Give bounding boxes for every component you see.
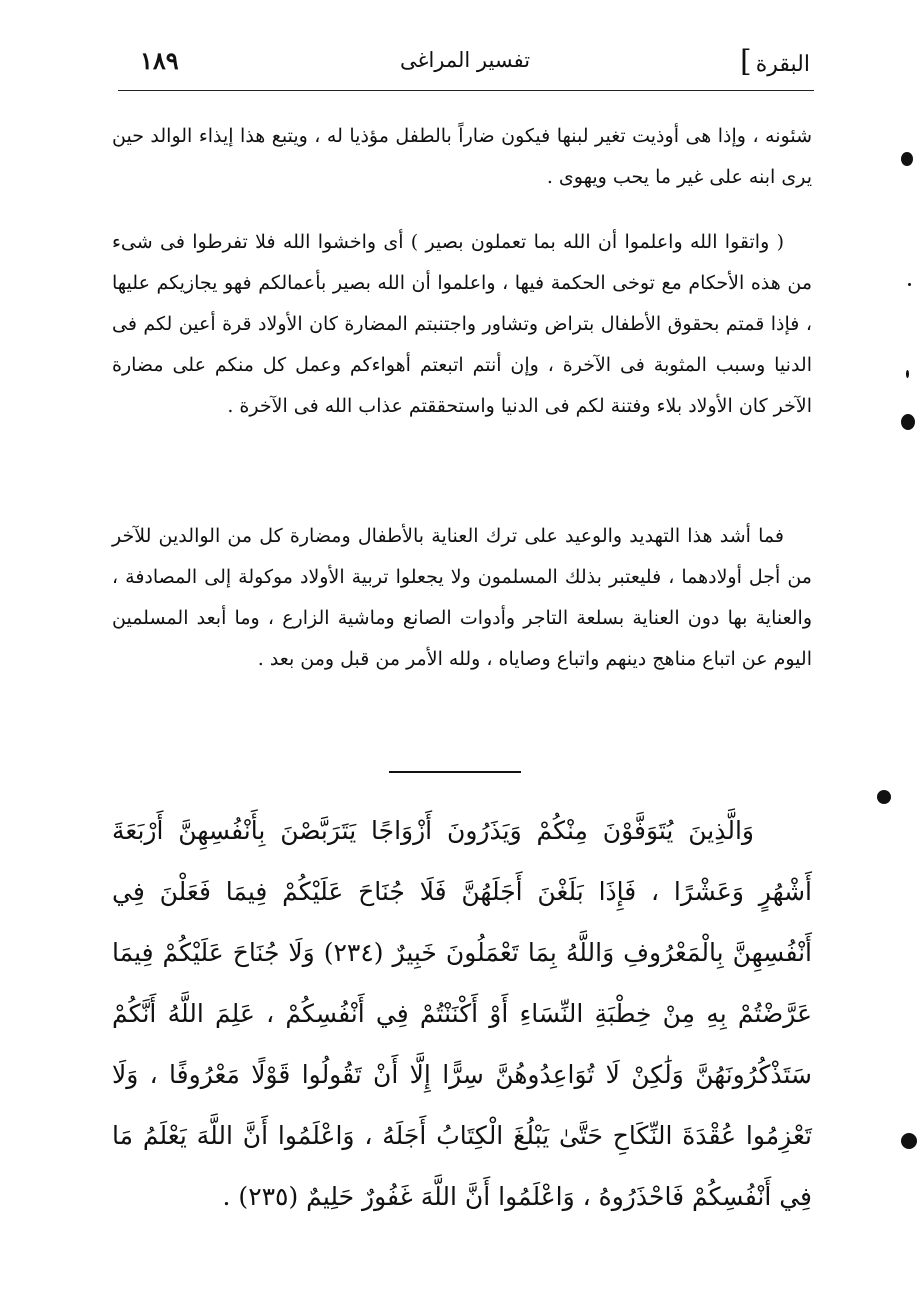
surah-name — [740, 44, 810, 79]
scan-speck — [901, 1133, 917, 1149]
quran-verse-block: وَالَّذِينَ يُتَوَفَّوْنَ مِنْكُمْ وَيَذَرُونَ أَزْوَاجًا يَتَرَبَّصْنَ بِأَنْفُسِهِنَّ أَرْبَعَةَ أَشْهُرٍ وَعَشْرًا ، فَإِذَا بَلَغْنَ أَجَلَهُنَّ فَلَا جُنَاحَ عَلَيْكُمْ فِيمَا فَعَلْنَ فِي أَنْفُسِهِنَّ بِالْمَعْرُوفِ وَاللَّهُ بِمَا تَعْمَلُونَ خَبِيرٌ (٢٣٤) وَلَا جُنَاحَ عَلَيْكُمْ فِيمَا عَرَّضْتُمْ بِهِ مِنْ خِطْبَةِ النِّسَاءِ أَوْ أَكْنَنْتُمْ فِي أَنْفُسِكُمْ ، عَلِمَ اللَّهُ أَنَّكُمْ سَتَذْكُرُونَهُنَّ وَلَٰكِنْ لَا تُوَاعِدُوهُنَّ سِرًّا إِلَّا أَنْ تَقُولُوا قَوْلًا مَعْرُوفًا ، وَلَا تَعْزِمُوا عُقْدَةَ النِّكَاحِ حَتَّىٰ يَبْلُغَ الْكِتَابُ أَجَلَهُ ، وَاعْلَمُوا أَنَّ اللَّهَ يَعْلَمُ مَا فِي أَنْفُسِكُمْ فَاحْذَرُوهُ ، وَاعْلَمُوا أَنَّ اللَّهَ غَفُورٌ حَلِيمٌ (٢٣٥) . — [112, 816, 813, 1211]
header-bracket: ] — [740, 44, 752, 79]
scan-speck — [901, 414, 915, 430]
page-header — [120, 38, 810, 88]
scan-speck — [877, 790, 891, 804]
commentary-paragraph-3: فما أشد هذا التهديد والوعيد على ترك العناية بالأطفال ومضارة كل من الوالدين للآخر من أجل أولادهما ، فليعتبر بذلك المسلمون ولا يجعلوا تربية الأولاد موكولة إلى المصادفة ، والعناية بها دون العناية بسلعة التاجر وأدوات الصانع وماشية الزارع ، وما أبعد المسلمين اليوم عن اتباع مناهج دينهم واتباع وصاياه ، ولله الأمر من قبل ومن بعد . — [112, 525, 812, 670]
commentary-paragraph-2: ( واتقوا الله واعلموا أن الله بما تعملون بصير ) أى واخشوا الله فلا تفرطوا فى شىء من هذه الأحكام مع توخى الحكمة فيها ، واعلموا أن الله بصير بأعمالكم فهو يجازيكم عليها ، فإذا قمتم بحقوق الأطفال بتراض وتشاور واجتنبتم المضارة كان الأولاد قرة أعين لكم فى الدنيا وسبب المثوبة فى الآخرة ، وإن أنتم اتبعتم أهواءكم وعمل كل منكم على مضارة الآخر كان الأولاد بلاء وفتنة لكم فى الدنيا واستحققتم عذاب الله فى الآخرة . — [112, 231, 812, 417]
surah-label: البقرة — [755, 52, 810, 77]
scan-speck — [908, 283, 911, 286]
book-title: تفسير المراغى — [399, 48, 531, 72]
page-number: ١٨٩ — [140, 46, 179, 75]
commentary-paragraph-1: شئونه ، وإذا هى أوذيت تغير لبنها فيكون ضاراً بالطفل مؤذيا له ، ويتبع هذا إيذاء الوالد حين يرى ابنه على غير ما يحب ويهوى . — [112, 125, 813, 188]
section-separator — [389, 771, 521, 773]
header-rule — [118, 90, 814, 91]
scan-speck — [901, 152, 913, 166]
scan-speck — [906, 370, 909, 378]
